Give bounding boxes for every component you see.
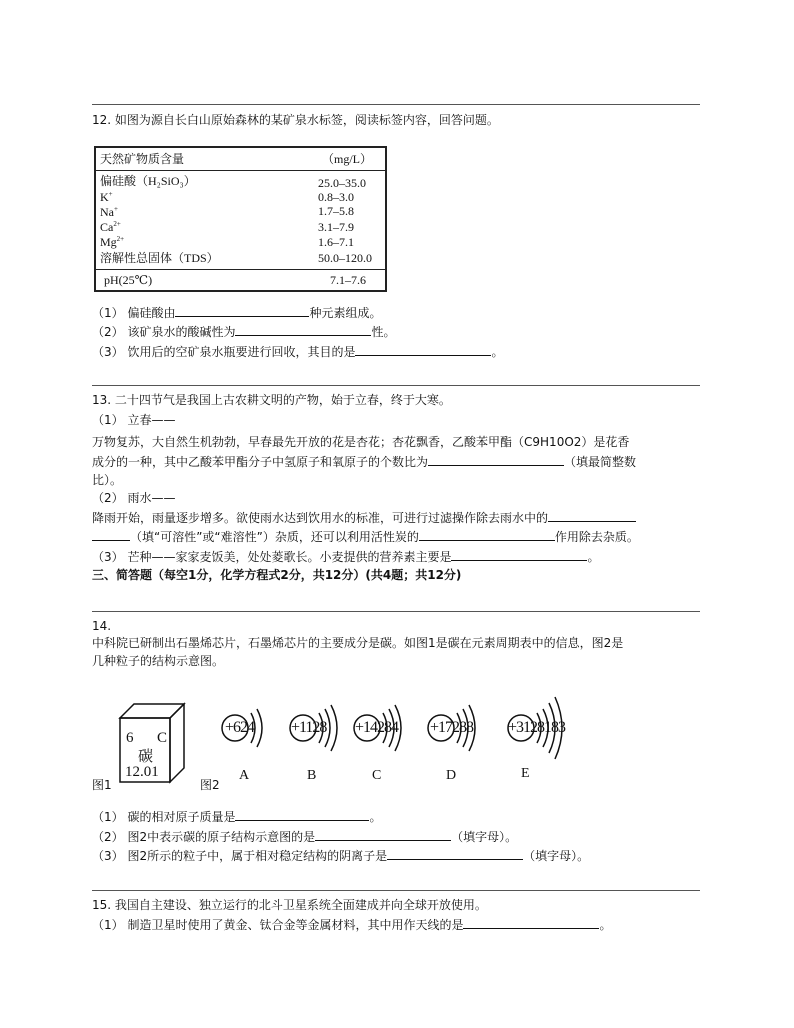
atom-B-structure: +1128 (291, 719, 327, 736)
answer-blank[interactable] (451, 548, 587, 561)
q14-line1: 中科院已研制出石墨烯芯片，石墨烯芯片的主要成分是碳。如图1是碳在元素周期表中的信息，图2是 (92, 636, 624, 650)
q12-sub3: （3） 饮用后的空矿泉水瓶要进行回收，其目的是 。 (92, 345, 504, 359)
label-row-value: 1.7–5.8 (318, 204, 354, 218)
label-row-value: 0.8–3.0 (318, 190, 354, 204)
label-row-name: $Ca^{2+}$ (100, 220, 121, 234)
atom-E-letter: E (521, 766, 530, 781)
q14-sub2: （2） 图2中表示碳的原子结构示意图的是 （填字母）。 (92, 830, 518, 844)
answer-blank[interactable] (235, 323, 371, 336)
label-row-name: K+ (100, 190, 113, 204)
element-mass: 12.01 (125, 764, 159, 780)
answer-blank[interactable] (315, 828, 451, 841)
q14-number: 14. (92, 619, 112, 633)
q13-sub2-title: （2） 雨水—— (92, 491, 176, 505)
element-name: 碳 (138, 749, 154, 765)
label-footer-right: 7.1–7.6 (330, 273, 366, 287)
figure1-label: 图1 (92, 778, 112, 792)
q13-sub1-line2: 成分的一种，其中乙酸苯甲酯分子中氢原子和氧原子的个数比为 （填最简整数 (92, 455, 637, 469)
label-header-left: 天然矿物质含量 (100, 152, 185, 166)
answer-blank[interactable] (428, 453, 564, 466)
label-row-name: Na+ (100, 205, 118, 219)
label-row-name: 溶解性总固体（TDS） (100, 251, 219, 265)
element-atomic-number: 6 (126, 730, 134, 746)
q13-sub1-title: （1） 立春—— (92, 413, 176, 427)
answer-blank[interactable] (355, 343, 491, 356)
q13-sub2-line1: 降雨开始，雨量逐步增多。欲使雨水达到饮用水的标准，可进行过滤操作除去雨水中的 (92, 509, 636, 526)
atom-D-letter: D (446, 768, 457, 783)
atom-C-letter: C (372, 768, 382, 783)
label-row-name: $Mg^{2+}$ (100, 235, 125, 249)
label-row-name: 偏硅酸（H₂SiO₃） (100, 174, 196, 188)
label-footer-left: pH(25℃) (104, 273, 153, 287)
element-symbol: C (157, 730, 168, 746)
atom-A-letter: A (239, 768, 250, 783)
q15-sub1: （1） 制造卫星时使用了黄金、钛合金等金属材料，其中用作天线的是 。 (92, 918, 612, 932)
divider-q13 (92, 385, 700, 386)
answer-blank[interactable] (419, 528, 555, 541)
atom-C-structure: +14284 (355, 719, 399, 736)
chemical-formula: C9H10O2 (524, 435, 582, 449)
q13-sub1-line1: 万物复苏，大自然生机勃勃，早春最先开放的花是杏花；杏花飘香，乙酸苯甲酯（C9H10O2）是花香 (92, 435, 630, 449)
answer-blank[interactable] (92, 528, 130, 541)
answer-blank[interactable] (463, 916, 599, 929)
q12-sub1: （1） 偏硅酸由 种元素组成。 (92, 306, 382, 320)
q13-sub1-line3: 比）。 (92, 473, 123, 487)
atom-D-structure: +17288 (430, 719, 474, 736)
q14-sub3: （3） 图2所示的粒子中，属于相对稳定结构的阴离子是 （填字母）。 (92, 849, 590, 863)
divider-q15 (92, 890, 700, 891)
answer-blank[interactable] (548, 509, 636, 522)
answer-blank[interactable] (175, 304, 309, 317)
figure2-label: 图2 (200, 778, 220, 792)
divider-q12 (92, 104, 700, 105)
q15-intro: 15. 我国自主建设、独立运行的北斗卫星系统全面建成并向全球开放使用。 (92, 898, 487, 912)
atom-E-structure: +3128183 (508, 719, 566, 736)
label-header-right: （mg/L） (322, 152, 372, 166)
label-row-value: 50.0–120.0 (318, 251, 372, 265)
q13-intro: 13. 二十四节气是我国上古农耕文明的产物，始于立春，终于大寒。 (92, 393, 451, 407)
divider-q14 (92, 611, 700, 612)
answer-blank[interactable] (387, 847, 523, 860)
section-heading: 三、简答题（每空1分，化学方程式2分，共12分）(共4题；共12分) (92, 568, 462, 582)
label-row-value: 3.1–7.9 (318, 220, 354, 234)
q13-sub2-line2: （填“可溶性”或“难溶性”）杂质，还可以利用活性炭的 作用除去杂质。 (92, 528, 639, 545)
mineral-water-label (94, 146, 387, 292)
q12-sub2: （2） 该矿泉水的酸碱性为 性。 (92, 325, 396, 339)
label-row-value: 1.6–7.1 (318, 235, 354, 249)
q12-intro: 12. 如图为源自长白山原始森林的某矿泉水标签，阅读标签内容，回答问题。 (92, 113, 499, 127)
q14-line2: 几种粒子的结构示意图。 (92, 654, 225, 668)
label-header (96, 148, 385, 171)
answer-blank[interactable] (235, 808, 369, 821)
q14-sub1: （1） 碳的相对原子质量是 。 (92, 810, 382, 824)
q13-sub3: （3） 芒种——家家麦饭美，处处菱歌长。小麦提供的营养素主要是 。 (92, 550, 600, 564)
label-row-value: 25.0–35.0 (318, 176, 366, 190)
atom-A-structure: +624 (225, 719, 255, 736)
atom-B-letter: B (307, 768, 317, 783)
label-footer (96, 269, 385, 290)
